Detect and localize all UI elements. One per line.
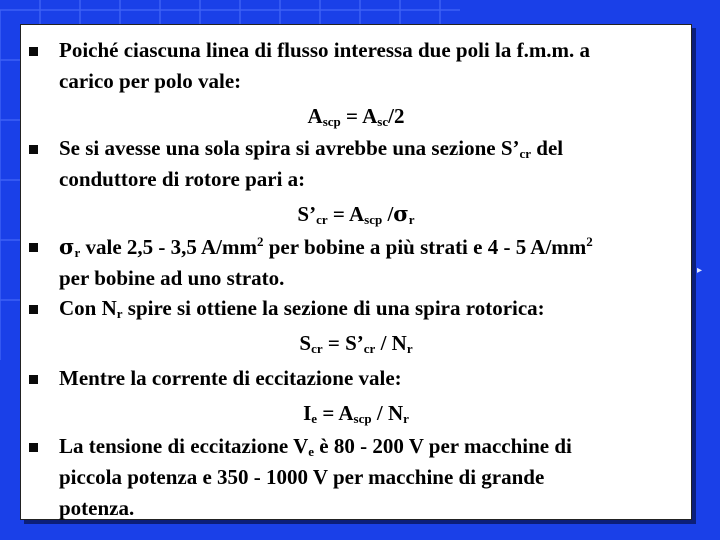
list-item bbox=[59, 293, 673, 324]
formula-2: $S’_{cr} = A_{scp}$ $/\sigma_r$ bbox=[297, 201, 415, 227]
list-item bbox=[59, 231, 673, 294]
triangle-right-icon: ▸ bbox=[697, 265, 703, 276]
square-bullet-icon bbox=[29, 243, 38, 252]
bullet-5-line1: Mentre la corrente di eccitazione vale: bbox=[59, 366, 402, 390]
list-item bbox=[59, 363, 673, 394]
formula-4: $I_e = A_{scp} / N_r$ bbox=[303, 401, 409, 426]
square-bullet-icon bbox=[29, 145, 38, 154]
bullet-6-line2: piccola potenza e 350 - 1000 V per macchine di grande bbox=[59, 465, 545, 489]
bullet-3-line1: $\sigma_r$ vale 2,5 - 3,5 $A/mm^2$ per bobine a più strati e 4 - 5 $A/mm^2$ bbox=[59, 234, 593, 260]
square-bullet-icon bbox=[29, 443, 38, 452]
list-item bbox=[59, 431, 673, 524]
bullet-4-line1: Con $N_r$ spire si ottiene la sezione di una spira rotorica: bbox=[59, 296, 545, 321]
formula-3: $S_{cr}$ = $S’_{cr} / N_r$ bbox=[299, 331, 413, 356]
square-bullet-icon bbox=[29, 375, 38, 384]
bullet-6-line1: La tensione di eccitazione $V_e$ è 80 - 200 V per macchine di bbox=[59, 434, 572, 459]
bullet-6-line3: potenza. bbox=[59, 496, 135, 520]
bullet-1-line1: Poiché ciascuna linea di flusso interessa due poli la f.m.m. a bbox=[59, 38, 591, 62]
list-item bbox=[59, 133, 673, 195]
bullet-2-line1: Se si avesse una sola spira si avrebbe una sezione $S’_{cr}$ del bbox=[59, 136, 564, 161]
bullet-2-line2: conduttore di rotore pari a: bbox=[59, 167, 306, 191]
list-item bbox=[59, 35, 673, 97]
square-bullet-icon bbox=[29, 305, 38, 314]
square-bullet-icon bbox=[29, 47, 38, 56]
slide-content-panel bbox=[20, 24, 692, 520]
bullet-3-line2: per bobine ad uno strato. bbox=[59, 266, 285, 290]
bullet-1-line2: carico per polo vale: bbox=[59, 69, 242, 93]
formula-1: $A_{scp} = A_{sc}/2$ bbox=[307, 104, 405, 129]
